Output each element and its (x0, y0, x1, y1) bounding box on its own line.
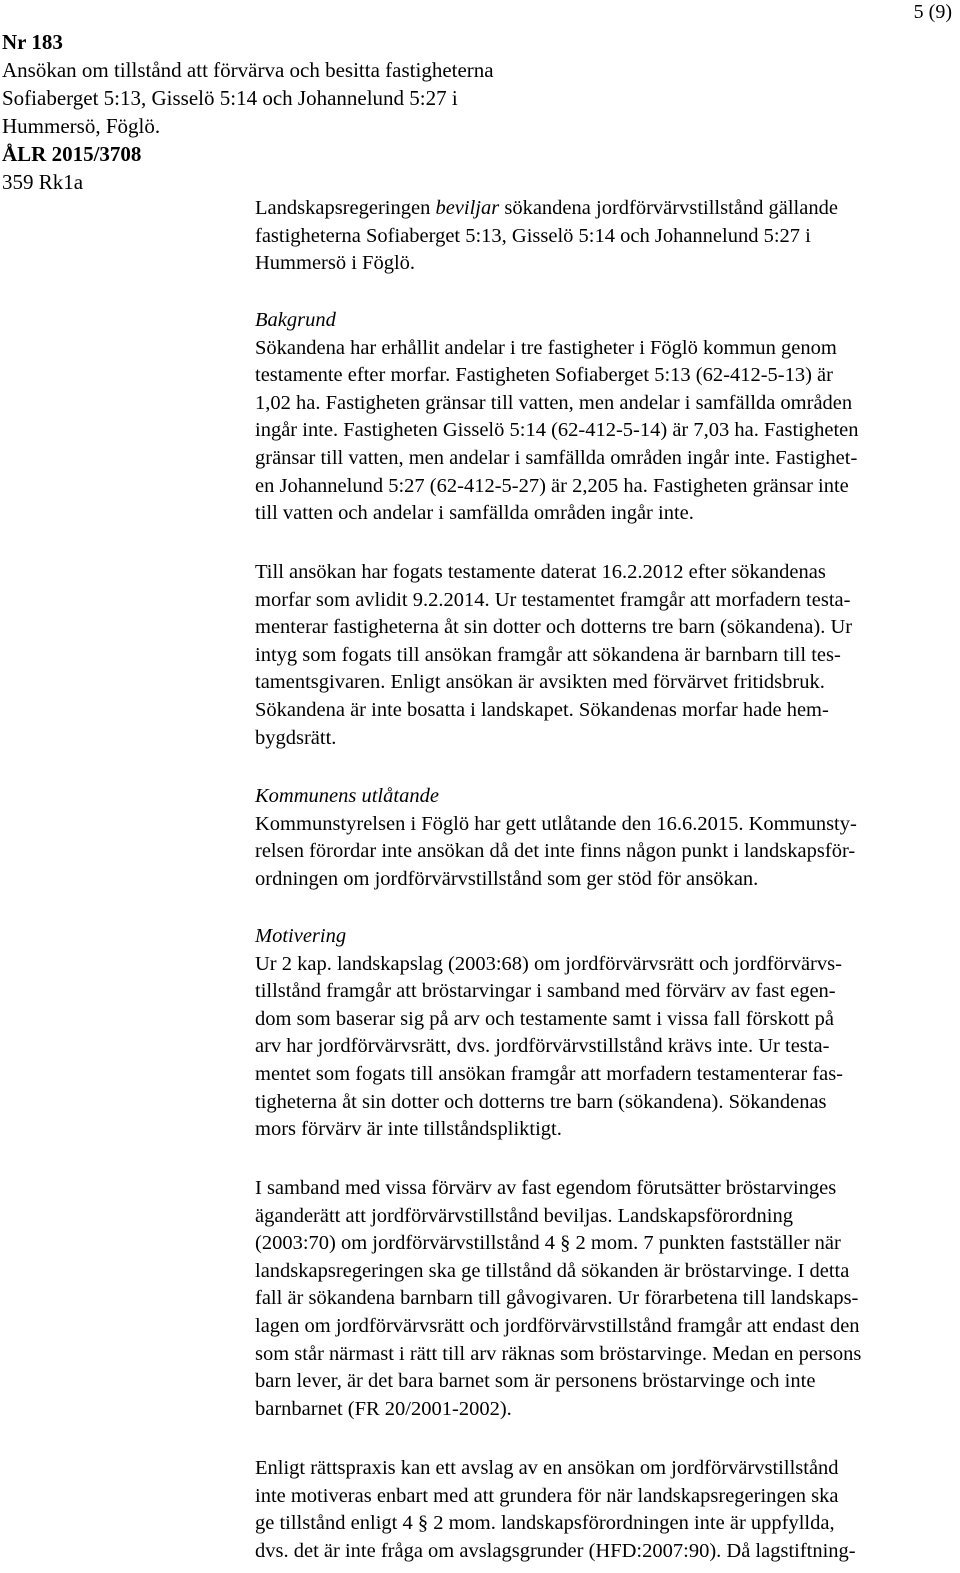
text-line: en Johannelund 5:27 (62-412-5-27) är 2,205 ha. Fastigheten gränsar inte (255, 474, 849, 497)
text-line: relsen förordar inte ansökan då det inte finns någon punkt i landskapsför- (255, 840, 856, 863)
case-number: ÅLR 2015/3708 (2, 142, 142, 166)
section-motivering (255, 923, 955, 1144)
section-heading: Motivering (255, 925, 347, 947)
text-line: (2003:70) om jordförvärvstillstånd 4 § 2 mom. 7 punkten fastställer när (255, 1232, 841, 1255)
text-line: lagen om jordförvärvsrätt och jordförvärvstillstånd framgår att endast den (255, 1314, 860, 1337)
text-line: ingår inte. Fastigheten Gisselö 5:14 (62-412-5-14) är 7,03 ha. Fastigheten (255, 419, 859, 442)
text-line: mentet som fogats till ansökan framgår att morfadern testamenterar fas- (255, 1062, 844, 1085)
text-line: dom som baserar sig på arv och testamente samt i vissa fall förskott på (255, 1007, 834, 1030)
document-header (2, 28, 622, 196)
text-line: mors förvärv är inte tillståndspliktigt. (255, 1118, 562, 1141)
registry-code: 359 Rk1a (2, 170, 84, 194)
text-line: dvs. det är inte fråga om avslagsgrunder (HFD:2007:90). Då lagstiftning- (255, 1539, 856, 1562)
text-line: Enligt rättspraxis kan ett avslag av en ansökan om jordförvärvstillstånd (255, 1457, 839, 1479)
text-line: Sökandena är inte bosatta i landskapet. Sökandenas morfar hade hem- (255, 698, 829, 721)
text-line: till vatten och andelar i samfällda områden ingår inte. (255, 502, 694, 525)
text-run: sökandena jordförvärvstillstånd gällande (499, 197, 838, 219)
text-line: tamentsgivaren. Enligt ansökan är avsikten med förvärvet fritidsbruk. (255, 671, 825, 694)
section-heading: Kommunens utlåtande (255, 785, 439, 807)
motivering-paragraph-3 (255, 1455, 955, 1565)
section-heading: Bakgrund (255, 309, 336, 331)
text-line: fall är sökandena barnbarn till gåvogivaren. Ur förarbetena till landskaps- (255, 1287, 859, 1310)
text-line: Till ansökan har fogats testamente daterat 16.2.2012 efter sökandenas (255, 561, 826, 583)
text-line: inte motiveras enbart med att grundera för när landskapsregeringen ska (255, 1484, 839, 1507)
bakgrund-paragraph-2 (255, 559, 955, 752)
text-line: som står närmast i rätt till arv räknas som bröstarvinge. Medan en persons (255, 1342, 862, 1365)
text-line: bygdsrätt. (255, 726, 337, 749)
decision-number: Nr 183 (2, 30, 63, 54)
text-line: ordningen om jordförvärvstillstånd som ger stöd för ansökan. (255, 867, 759, 890)
text-line: menterar fastigheterna åt sin dotter och dotterns tre barn (sökandena). Ur (255, 616, 853, 639)
text-line: Kommunstyrelsen i Föglö har gett utlåtande den 16.6.2015. Kommunsty- (255, 812, 857, 835)
text-line: arv har jordförvärvsrätt, dvs. jordförvärvstillstånd krävs inte. Ur testa- (255, 1035, 830, 1058)
text-line: morfar som avlidit 9.2.2014. Ur testamentet framgår att morfadern testa- (255, 588, 851, 611)
title-line: Sofiaberget 5:13, Gisselö 5:14 och Johannelund 5:27 i (2, 86, 458, 110)
title-line: Ansökan om tillstånd att förvärva och besitta fastigheterna (2, 58, 494, 82)
text-line: Ur 2 kap. landskapslag (2003:68) om jordförvärvsrätt och jordförvärvs- (255, 952, 842, 975)
text-line: testamente efter morfar. Fastigheten Sofiaberget 5:13 (62-412-5-13) är (255, 364, 833, 387)
text-line: gränsar till vatten, men andelar i samfällda områden ingår inte. Fastighet- (255, 446, 858, 469)
text-line: intyg som fogats till ansökan framgår att sökandena är barnbarn till tes- (255, 643, 841, 666)
title-line: Hummersö, Föglö. (2, 114, 161, 138)
text-line: tigheterna åt sin dotter och dotterns tre barn (sökandena). Sökandenas (255, 1090, 827, 1113)
text-line: barn lever, är det bara barnet som är personens bröstarvinge och inte (255, 1370, 816, 1393)
text-line: tillstånd framgår att bröstarvingar i samband med förvärv av fast egen- (255, 980, 836, 1003)
text-line: fastigheterna Sofiaberget 5:13, Gisselö 5:14 och Johannelund 5:27 i (255, 224, 811, 247)
text-line: landskapsregeringen ska ge tillstånd då sökanden är bröstarvinge. I detta (255, 1259, 850, 1282)
text-line: Sökandena har erhållit andelar i tre fastigheter i Föglö kommun genom (255, 336, 837, 359)
text-line (255, 195, 955, 223)
section-bakgrund (255, 307, 955, 528)
text-line: äganderätt att jordförvärvstillstånd beviljas. Landskapsförordning (255, 1204, 793, 1227)
page-number: 5 (9) (913, 1, 952, 23)
motivering-paragraph-2 (255, 1175, 955, 1423)
section-kommunens-utlatande (255, 783, 955, 893)
text-line: I samband med vissa förvärv av fast egendom förutsätter bröstarvinges (255, 1177, 837, 1199)
text-line: 1,02 ha. Fastigheten gränsar till vatten, men andelar i samfällda områden (255, 391, 853, 414)
text-line: Hummersö i Föglö. (255, 252, 416, 275)
text-run: Landskapsregeringen (255, 197, 436, 219)
decision-paragraph (255, 195, 955, 278)
text-line: barnbarnet (FR 20/2001-2002). (255, 1397, 512, 1420)
text-line: ge tillstånd enligt 4 § 2 mom. landskapsförordningen inte är uppfyllda, (255, 1512, 835, 1535)
emphasis-beviljar: beviljar (435, 197, 500, 219)
